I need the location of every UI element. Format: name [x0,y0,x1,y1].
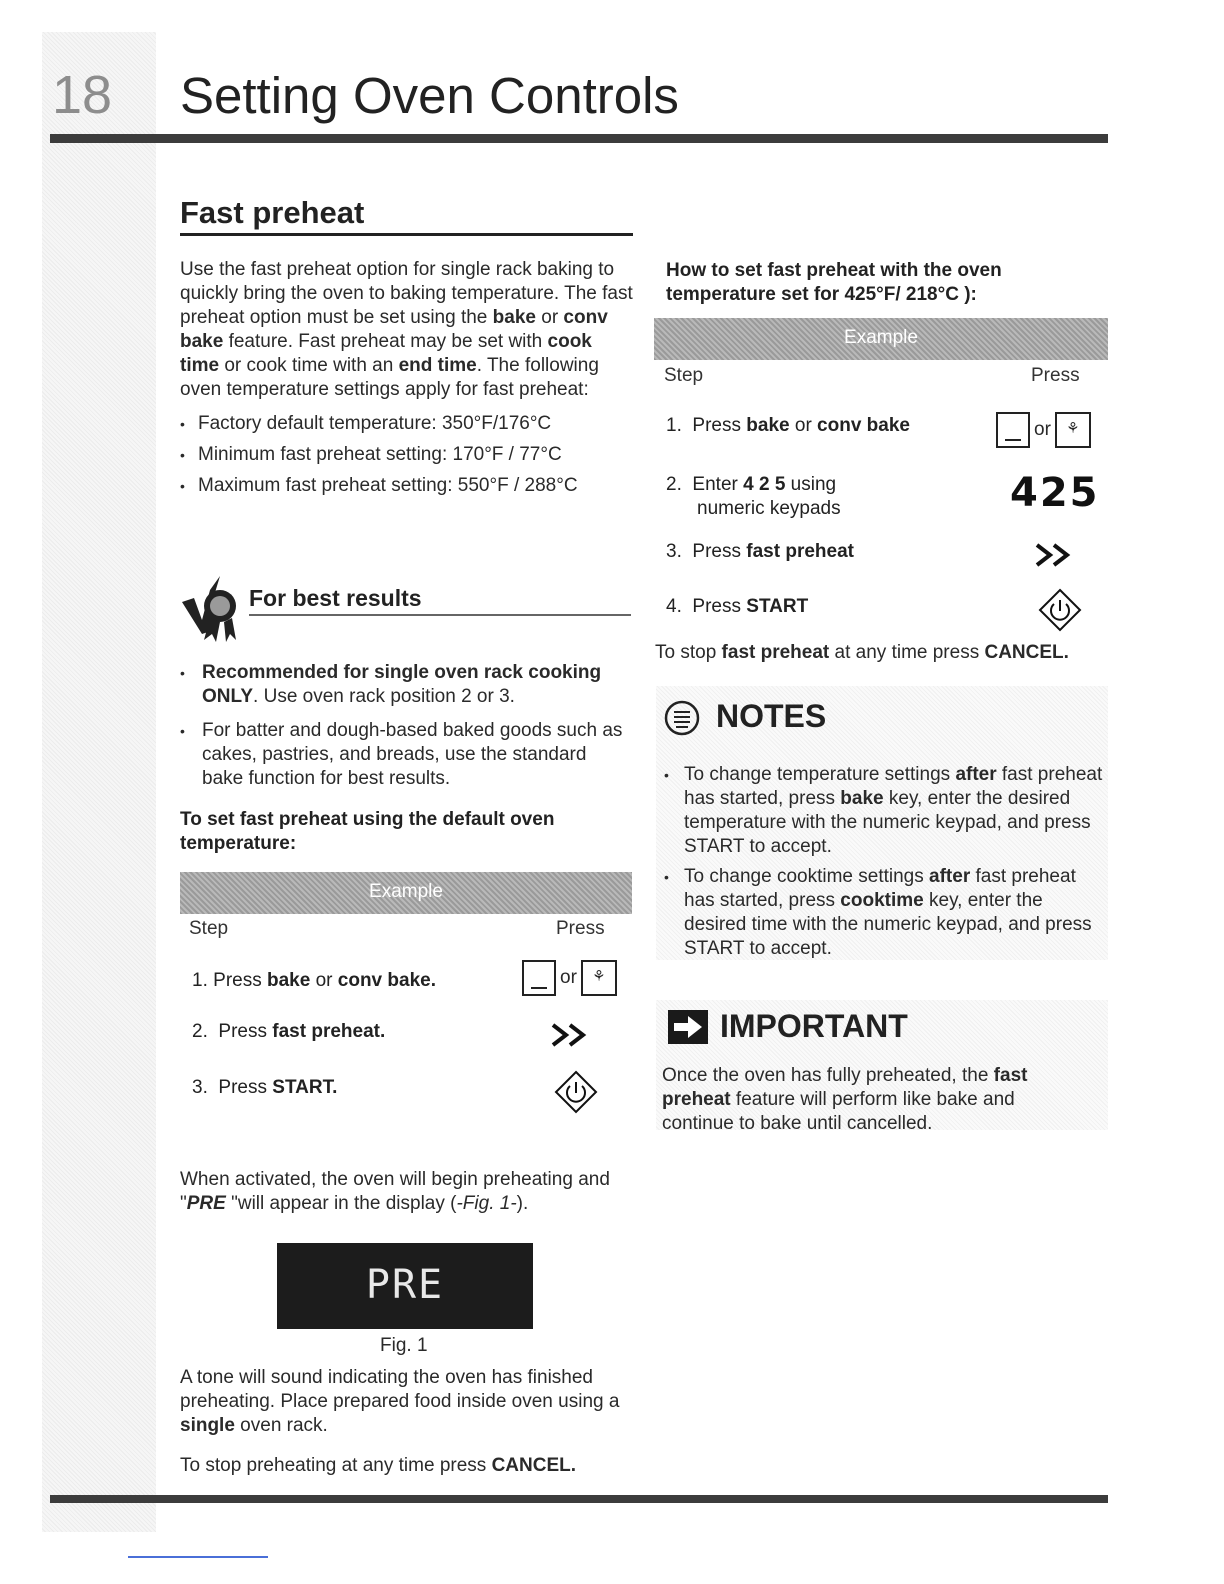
or-label: or [1034,419,1051,440]
best-results-list [180,661,630,801]
footer-rule [50,1495,1108,1503]
column-press: Press [1031,365,1080,386]
step-row: 1. Press bake or conv bake [666,415,910,436]
list-item: • To change temperature settings after fast preheat has started, press bake key, enter the desired temperature with the numeric keypad, and press START to accept. [664,763,1104,859]
step-row: 3. Press fast preheat [666,541,854,562]
intro-paragraph: Use the fast preheat option for single rack baking to quickly bring the oven to baking temperature. The fast preheat option must be set using the bake or conv bake feature. Fast preheat may be set with cook time or cook time with an end time. The following oven temperature settings apply for fast preheat: [180,259,633,400]
important-text: Once the oven has fully preheated, the fast preheat feature will perform like bake and continue to bake until cancelled. [662,1065,1028,1134]
list-item: • Factory default temperature: 350°F/176°C [180,412,635,436]
start-key-icon [554,1070,598,1114]
step-row: 3. Press START. [192,1077,338,1098]
intro-text [180,258,635,505]
or-label: or [560,967,577,988]
arrow-right-icon [668,1010,708,1044]
column-step: Step [189,918,229,939]
list-item: • Minimum fast preheat setting: 170°F / 77°C [180,443,635,467]
digits-425: 425 [1010,470,1100,516]
step-row: 2. Press fast preheat. [192,1021,386,1042]
page-title: Setting Oven Controls [180,67,679,124]
tone-text: A tone will sound indicating the oven has finished preheating. Place prepared food inside oven using a single oven rack. [180,1367,620,1436]
fast-preheat-key-icon [550,1022,598,1048]
figure-caption: Fig. 1 [380,1335,428,1356]
list-item: • Recommended for single oven rack cooking ONLY. Use oven rack position 2 or 3. [180,661,630,709]
example-bar: Example [654,318,1108,360]
step-row: 2. Enter 4 2 5 using numeric keypads [666,474,841,519]
temperature-list [180,412,635,498]
best-results-rule [249,614,631,616]
bake-key-icon [522,960,556,996]
header-rule [50,134,1108,143]
list-item: • Maximum fast preheat setting: 550°F / 288°C [180,474,635,498]
stop-fast-preheat-text: To stop fast preheat at any time press CANCEL. [655,642,1069,663]
step-row: 1. Press bake or conv bake. [192,970,436,991]
fast-preheat-key-icon [1034,542,1082,568]
notes-list [664,763,1104,967]
notes-title: NOTES [716,698,827,734]
activation-text: When activated, the oven will begin preheating and "PRE "will appear in the display (-Fig. 1-). [180,1169,610,1214]
set-example-heading: How to set fast preheat with the oven temperature set for 425°F/ 218°C ): [666,260,1002,305]
column-press: Press [556,918,605,939]
bake-key-icon [996,412,1030,448]
example-bar: Example [180,872,632,914]
step-row: 4. Press START [666,596,809,617]
footer-link-line [128,1556,268,1558]
best-results-title: For best results [249,585,422,611]
section-title: Fast preheat [180,195,365,230]
display-figure: PRE [277,1243,533,1329]
award-ribbon-icon [180,570,240,642]
notes-icon [664,700,700,736]
conv-bake-key-icon: ⚘ [581,960,617,996]
press-keys [996,412,1091,448]
list-item: • For batter and dough-based baked goods such as cakes, pastries, and breads, use the standard bake function for best results. [180,719,630,791]
start-key-icon [1038,588,1082,632]
conv-bake-key-icon: ⚘ [1055,412,1091,448]
default-example-heading: To set fast preheat using the default oven temperature: [180,809,555,854]
page-margin-band [42,32,156,1532]
page-number: 18 [52,65,113,125]
stop-preheating-text: To stop preheating at any time press CANCEL. [180,1455,577,1476]
column-step: Step [664,365,704,386]
important-title: IMPORTANT [720,1008,908,1044]
list-item: • To change cooktime settings after fast preheat has started, press cooktime key, enter the desired time with the numeric keypad, and press START to accept. [664,865,1104,961]
section-rule [180,233,633,236]
press-keys [522,960,617,996]
